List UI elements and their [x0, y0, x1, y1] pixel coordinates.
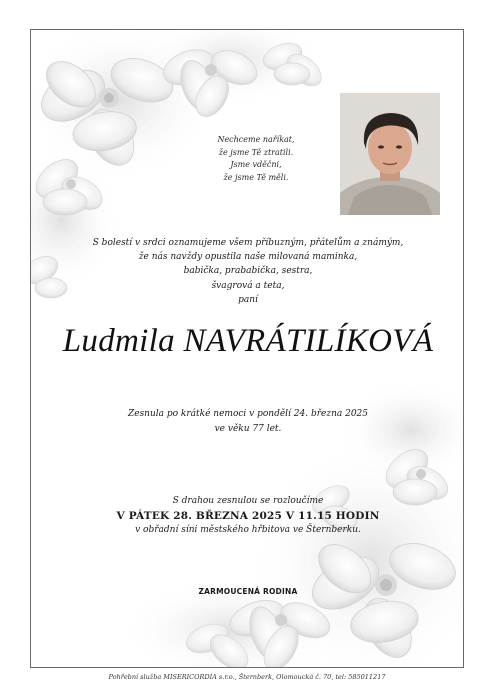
announcement-line: babička, prababička, sestra, [183, 266, 313, 277]
funeral-service-footer: Pohřební služba MISERICORDIA s.r.o., Šternberk, Olomoucká č. 70, tel: 585011217 [108, 673, 386, 681]
announcement-line: že nás navždy opustila naše milovaná maminka, [138, 252, 358, 263]
death-line: ve věku 77 let. [214, 423, 282, 434]
death-line: Zesnula po krátké nemoci v pondělí 24. března 2025 [127, 409, 369, 419]
deceased-name: Ludmila NAVRÁTILÍKOVÁ [62, 323, 434, 359]
announcement-text [31, 236, 464, 307]
announcement-line: švagrová a teta, [211, 280, 285, 291]
farewell-place: v obřadní síni městského hřbitova ve Šternberku. [135, 525, 361, 535]
obituary-card [30, 29, 464, 668]
farewell-datetime: V PÁTEK 28. BŘEZNA 2025 V 11.15 HODIN [116, 509, 380, 522]
announcement-line: S bolestí v srdci oznamujeme všem příbuzným, přátelům a známým, [92, 238, 404, 248]
signature-family: ZARMOUCENÁ RODINA [198, 587, 298, 596]
farewell-ceremony [31, 494, 464, 538]
death-notice [31, 407, 464, 436]
deceased-portrait-photo [340, 93, 440, 215]
quote-line: že jsme Tě měli. [223, 172, 289, 182]
quote-line: Jsme vděčni, [230, 160, 282, 169]
farewell-intro: S drahou zesnulou se rozloučíme [172, 496, 324, 506]
memorial-quote [201, 134, 311, 184]
quote-line: že jsme Tě ztratili. [218, 147, 294, 157]
portrait-illustration [340, 93, 440, 215]
announcement-line: paní [238, 294, 258, 305]
quote-line: Nechceme naříkat, [217, 135, 295, 144]
